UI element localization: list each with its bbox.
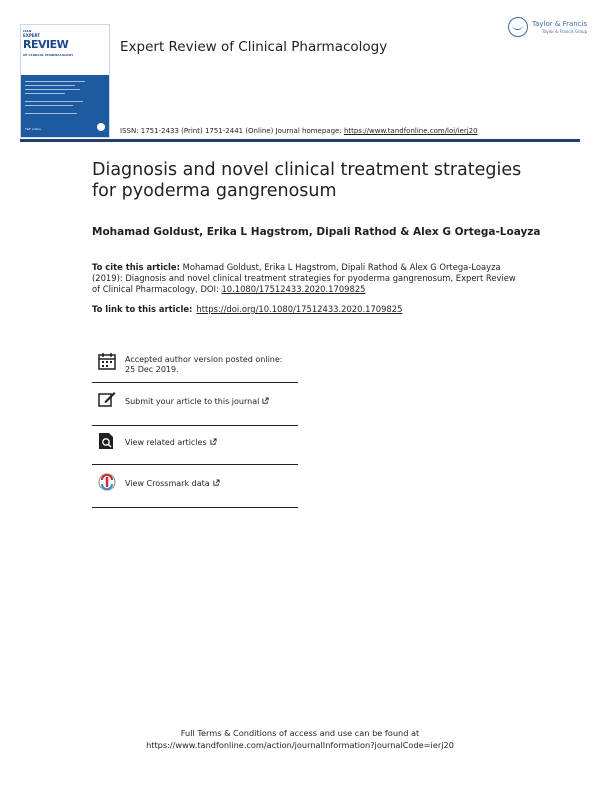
cover-contents-panel	[21, 75, 109, 137]
edit-icon	[98, 390, 116, 408]
external-link-icon	[262, 397, 269, 404]
crossmark-link[interactable]	[125, 479, 220, 489]
cover-header	[21, 25, 109, 75]
cover-badge	[97, 123, 105, 131]
cover-subtitle: OF CLINICAL PHARMACOLOGY	[23, 53, 74, 57]
calendar-icon	[98, 352, 116, 370]
cover-series-label: EXPERT	[23, 33, 41, 38]
footer-terms-text: Full Terms & Conditions of access and use can be found at	[180, 728, 420, 738]
article-link-label: To link to this article:	[92, 304, 193, 314]
citation-text: Mohamad Goldust, Erika L Hagstrom, Dipali Rathod & Alex G Ortega-Loayza (2019): Diagnosis and novel clinical treatment strategies for pyoderma gangrenosum, Expert Review of Clinical Pharmacology, DOI:	[92, 262, 516, 294]
crossmark-icon	[98, 473, 116, 491]
issn-text: ISSN: 1751-2433 (Print) 1751-2441 (Online) Journal homepage:	[120, 127, 344, 135]
cover-footer-label: T&F online	[25, 127, 42, 131]
footer-terms-url[interactable]: https://www.tandfonline.com/action/journalInformation?journalCode=ierj20	[146, 740, 454, 750]
publisher-logo-icon	[508, 17, 528, 37]
external-link-icon	[210, 438, 217, 445]
search-document-icon	[98, 432, 116, 450]
article-title: Diagnosis and novel clinical treatment strategies for pyoderma gangrenosum	[92, 160, 522, 201]
doi-link[interactable]: 10.1080/17512433.2020.1709825	[221, 284, 366, 294]
related-articles-link[interactable]	[125, 438, 217, 448]
cover-text-line	[25, 81, 85, 82]
cover-top-label: ISSN	[23, 29, 32, 33]
article-actions-panel	[92, 348, 298, 508]
issn-line	[120, 127, 478, 135]
accepted-row	[92, 348, 298, 382]
crossmark-row[interactable]	[92, 465, 298, 507]
external-link-icon	[213, 479, 220, 486]
footer	[0, 727, 600, 751]
journal-cover-image	[20, 24, 110, 138]
accepted-text: Accepted author version posted online: 25 Dec 2019.	[125, 355, 283, 374]
publisher-logo-text	[532, 21, 587, 34]
journal-homepage-link[interactable]: https://www.tandfonline.com/loi/ierj20	[343, 127, 478, 135]
cover-text-line	[25, 89, 80, 90]
submit-article-link[interactable]	[125, 397, 269, 407]
cover-text-line	[25, 105, 73, 106]
cover-text-line	[25, 101, 83, 102]
cover-text-line	[25, 113, 77, 114]
publisher-group: Taylor & Francis Group	[542, 28, 588, 34]
submit-article-row[interactable]	[92, 383, 298, 425]
cover-text-line	[25, 85, 75, 86]
submit-article-label: Submit your article to this journal	[125, 397, 260, 406]
article-authors: Mohamad Goldust, Erika L Hagstrom, Dipali Rathod & Alex G Ortega-Loayza	[92, 226, 541, 238]
journal-title: Expert Review of Clinical Pharmacology	[120, 39, 388, 55]
related-articles-label: View related articles	[125, 438, 207, 447]
panel-divider	[92, 507, 298, 508]
related-articles-row[interactable]	[92, 426, 298, 464]
article-link-line	[92, 304, 402, 314]
citation-block	[92, 262, 517, 295]
crossmark-label: View Crossmark data	[125, 479, 210, 488]
header-divider	[20, 139, 580, 142]
publisher-name: Taylor & Francis	[532, 19, 588, 28]
publisher-logo	[508, 16, 587, 38]
citation-label: To cite this article:	[92, 262, 180, 272]
cover-text-line	[25, 93, 65, 94]
cover-title: REVIEW	[23, 38, 69, 51]
article-doi-url[interactable]: https://doi.org/10.1080/17512433.2020.1709825	[196, 304, 403, 314]
